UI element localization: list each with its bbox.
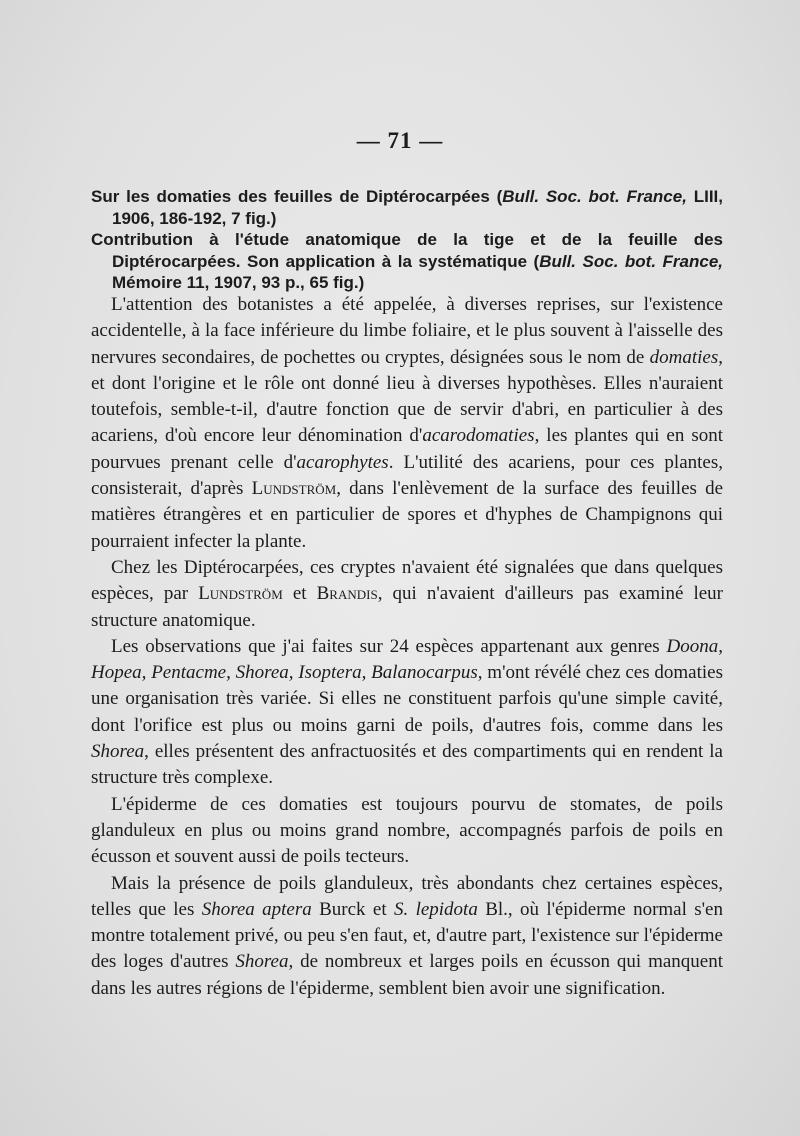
paragraph-5: Mais la présence de poils glanduleux, très abondants chez certaines espèces, telles que les Shorea aptera Burck et S. lepidota Bl., où l'épiderme normal s'en montre totalement privé, ou peu s'en faut, et, d'autre part, l'existence sur l'épiderme des loges d'autres Shorea, de nombreux et larges poils en écusson qui manquent dans les autres régions de l'épiderme, semblent bien avoir une signification.	[91, 872, 723, 999]
reference-1-details: LIII, 1906, 186-192, 7 fig.)	[112, 187, 723, 228]
paragraph-4: L'épiderme de ces domaties est toujours pourvu de stomates, de poils glanduleux en plus ou moins grand nombre, accompagnés parfois de poils en écusson et souvent aussi de poils tecteurs.	[91, 793, 723, 868]
paragraph-2: Chez les Diptérocarpées, ces cryptes n'avaient été signalées que dans quelques espèces, par Lundström et Brandis, qui n'avaient d'ailleurs pas examiné leur structure anatomique.	[91, 556, 723, 631]
reference-1-title: Sur les domaties des feuilles de Diptérocarpées	[91, 187, 490, 206]
page-number: — 71 —	[356, 128, 444, 153]
reference-2-details: Mémoire 11, 1907, 93 p., 65 fig.)	[112, 273, 365, 292]
reference-1: Sur les domaties des feuilles de Diptérocarpées (Bull. Soc. bot. France, LIII, 1906, 186-192, 7 fig.)	[91, 187, 723, 228]
reference-2-title: Contribution à l'étude anatomique de la tige et de la feuille des Diptérocarpées. Son application à la systématique	[91, 230, 723, 271]
bibliography-references	[91, 186, 723, 294]
paragraph-1: L'attention des botanistes a été appelée, à diverses reprises, sur l'existence accidentelle, à la face inférieure du limbe foliaire, et le plus souvent à l'aisselle des nervures secondaires, de pochettes ou cryptes, désignées sous le nom de domaties, et dont l'origine et le rôle ont donné lieu à diverses hypothèses. Elles n'auraient toutefois, semble-t-il, d'autre fonction que de servir d'abri, en particulier à des acariens, d'où encore leur dénomination d'acarodomaties, les plantes qui en sont pourvues prenant celle d'acarophytes. L'utilité des acariens, pour ces plantes, consisterait, d'après Lundström, dans l'enlèvement de la surface des feuilles de matières étrangères et en particulier de spores et d'hyphes de Champignons qui pourraient infecter la plante.	[91, 294, 723, 552]
reference-2-journal: Bull. Soc. bot. France,	[539, 251, 724, 271]
body-text	[91, 292, 723, 1002]
reference-1-journal: Bull. Soc. bot. France,	[502, 187, 687, 206]
paragraph-3: Les observations que j'ai faites sur 24 espèces appartenant aux genres Doona, Hopea, Pentacme, Shorea, Isoptera, Balanocarpus, m'ont révélé chez ces domaties une organisation très variée. Si elles ne constituent parfois qu'une simple cavité, dont l'orifice est plus ou moins garni de poils, d'autres fois, comme dans les Shorea, elles présentent des anfractuosités et des compartiments qui en rendent la structure très complexe.	[91, 635, 723, 789]
reference-2: Contribution à l'étude anatomique de la tige et de la feuille des Diptérocarpées. Son application à la systématique (Bull. Soc. bot. France, Mémoire 11, 1907, 93 p., 65 fig.)	[91, 230, 724, 292]
